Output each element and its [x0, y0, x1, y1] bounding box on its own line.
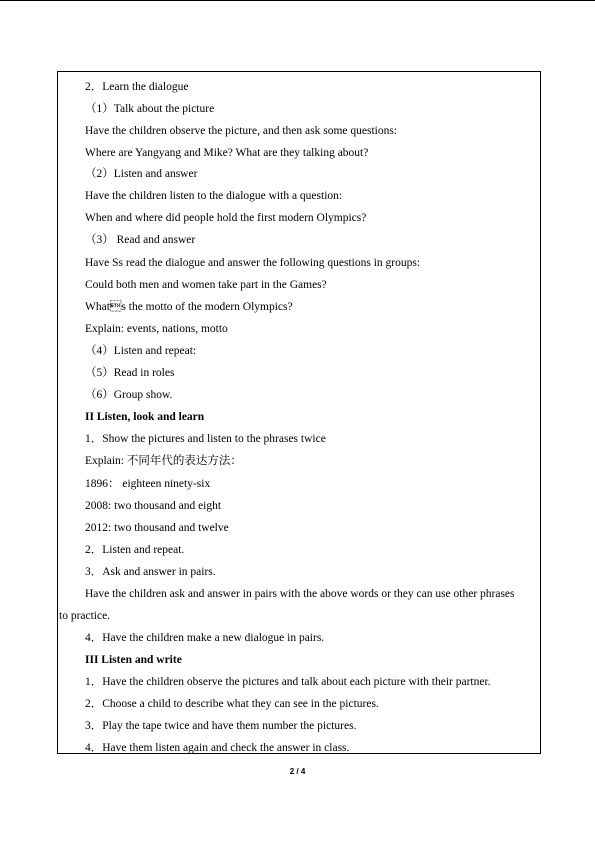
step-3-line: 3．Play the tape twice and have them number the pictures. — [85, 720, 357, 732]
step-4-line: 4．Have the children make a new dialogue in pairs. — [85, 632, 325, 644]
step-1-line: 1．Have the children observe the pictures and talk about each picture with their partner. — [85, 676, 491, 688]
vocabulary-line: Explain: events, nations, motto — [85, 323, 228, 335]
instruction-line: Have the children listen to the dialogue with a question: — [85, 190, 343, 202]
pair-practice-line-continued: to practice. — [59, 610, 111, 622]
step-2-line: 2．Listen and repeat. — [85, 544, 185, 556]
substep-6-group-show: （6）Group show. — [85, 389, 173, 401]
substep-5-read-roles: （5）Read in roles — [85, 367, 175, 379]
section-3-heading: III Listen and write — [85, 654, 182, 666]
question-line: Could both men and women take part in the Games? — [85, 279, 327, 291]
substep-4-listen-repeat: （4）Listen and repeat: — [85, 345, 197, 357]
step-2-heading: 2．Learn the dialogue — [85, 81, 189, 93]
year-example-line: 2012: two thousand and twelve — [85, 522, 229, 534]
substep-2-listen-answer: （2）Listen and answer — [85, 168, 198, 180]
pair-practice-line: Have the children ask and answer in pairs with the above words or they can use other phrases — [85, 588, 515, 600]
instruction-line: Have the children observe the picture, and then ask some questions: — [85, 125, 398, 137]
section-2-heading: II Listen, look and learn — [85, 411, 205, 423]
step-1-line: 1．Show the pictures and listen to the phrases twice — [85, 433, 326, 445]
step-4-line: 4．Have them listen again and check the answer in class. — [85, 742, 350, 754]
year-example-line: 2008: two thousand and eight — [85, 500, 222, 512]
year-example-line: 1896： eighteen ninety-six — [85, 478, 211, 490]
question-line: Whats the motto of the modern Olympics? — [85, 301, 293, 313]
explain-line: Explain: 不同年代的表达方法： — [85, 455, 242, 467]
question-line: Where are Yangyang and Mike? What are they talking about? — [85, 147, 369, 159]
page-number: 2 / 4 — [289, 767, 306, 776]
substep-1-talk-about-picture: （1）Talk about the picture — [85, 103, 215, 115]
substep-3-read-answer: （3） Read and answer — [85, 234, 196, 246]
instruction-line: Have Ss read the dialogue and answer the following questions in groups: — [85, 257, 421, 269]
step-2-line: 2．Choose a child to describe what they can see in the pictures. — [85, 698, 379, 710]
step-3-line: 3．Ask and answer in pairs. — [85, 566, 216, 578]
question-line: When and where did people hold the first modern Olympics? — [85, 212, 367, 224]
page-top-rule — [0, 0, 595, 1]
